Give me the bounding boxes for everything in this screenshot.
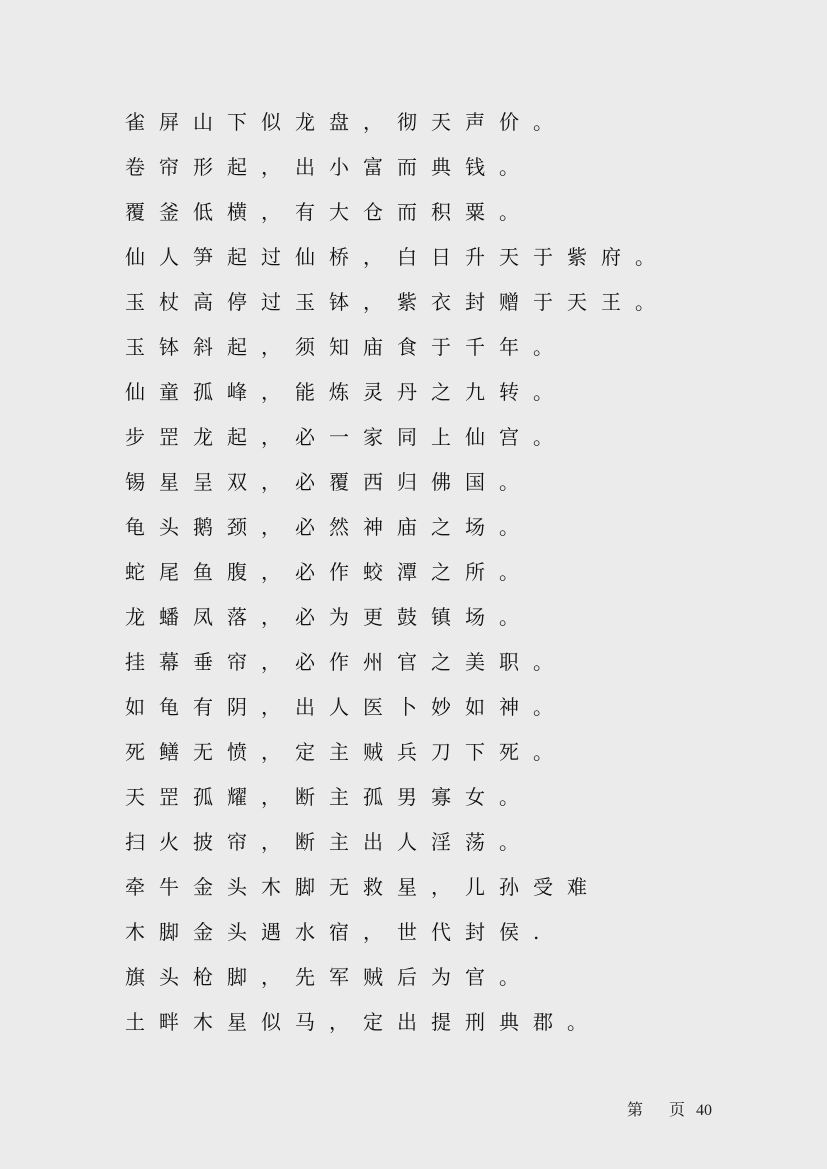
verse-line: 牵牛金头木脚无救星，儿孙受难	[125, 875, 601, 899]
verse-line: 仙童孤峰，能炼灵丹之九转。	[125, 380, 567, 404]
page-number: 40	[696, 1102, 713, 1119]
verse-line: 步罡龙起，必一家同上仙宫。	[125, 425, 567, 449]
verse-line: 蛇尾鱼腹，必作蛟潭之所。	[125, 560, 533, 584]
verse-line: 木脚金头遇水宿，世代封侯.	[125, 920, 554, 944]
verse-line: 土畔木星似马，定出提刑典郡。	[125, 1010, 601, 1034]
page-footer	[627, 1097, 712, 1120]
verse-line: 仙人笋起过仙桥，白日升天于紫府。	[125, 245, 669, 269]
verse-line: 扫火披帘，断主出人淫荡。	[125, 830, 533, 854]
verse-line: 覆釜低横，有大仓而积粟。	[125, 200, 533, 224]
verse-line: 玉钵斜起，须知庙食于千年。	[125, 335, 567, 359]
page-number-label: 第 页	[627, 1102, 697, 1119]
verse-lines	[125, 104, 775, 1049]
verse-line: 雀屏山下似龙盘，彻天声价。	[125, 110, 567, 134]
verse-line: 锡星呈双，必覆西归佛国。	[125, 470, 533, 494]
verse-line: 天罡孤耀，断主孤男寡女。	[125, 785, 533, 809]
verse-line: 如龟有阴，出人医卜妙如神。	[125, 695, 567, 719]
verse-line: 龙蟠凤落，必为更鼓镇场。	[125, 605, 533, 629]
verse-line: 玉杖高停过玉钵，紫衣封赠于天王。	[125, 290, 669, 314]
verse-line: 挂幕垂帘，必作州官之美职。	[125, 650, 567, 674]
verse-line: 卷帘形起，出小富而典钱。	[125, 155, 533, 179]
verse-line: 死鳝无愤，定主贼兵刀下死。	[125, 740, 567, 764]
verse-line: 旗头枪脚，先军贼后为官。	[125, 965, 533, 989]
verse-line: 龟头鹅颈，必然神庙之场。	[125, 515, 533, 539]
